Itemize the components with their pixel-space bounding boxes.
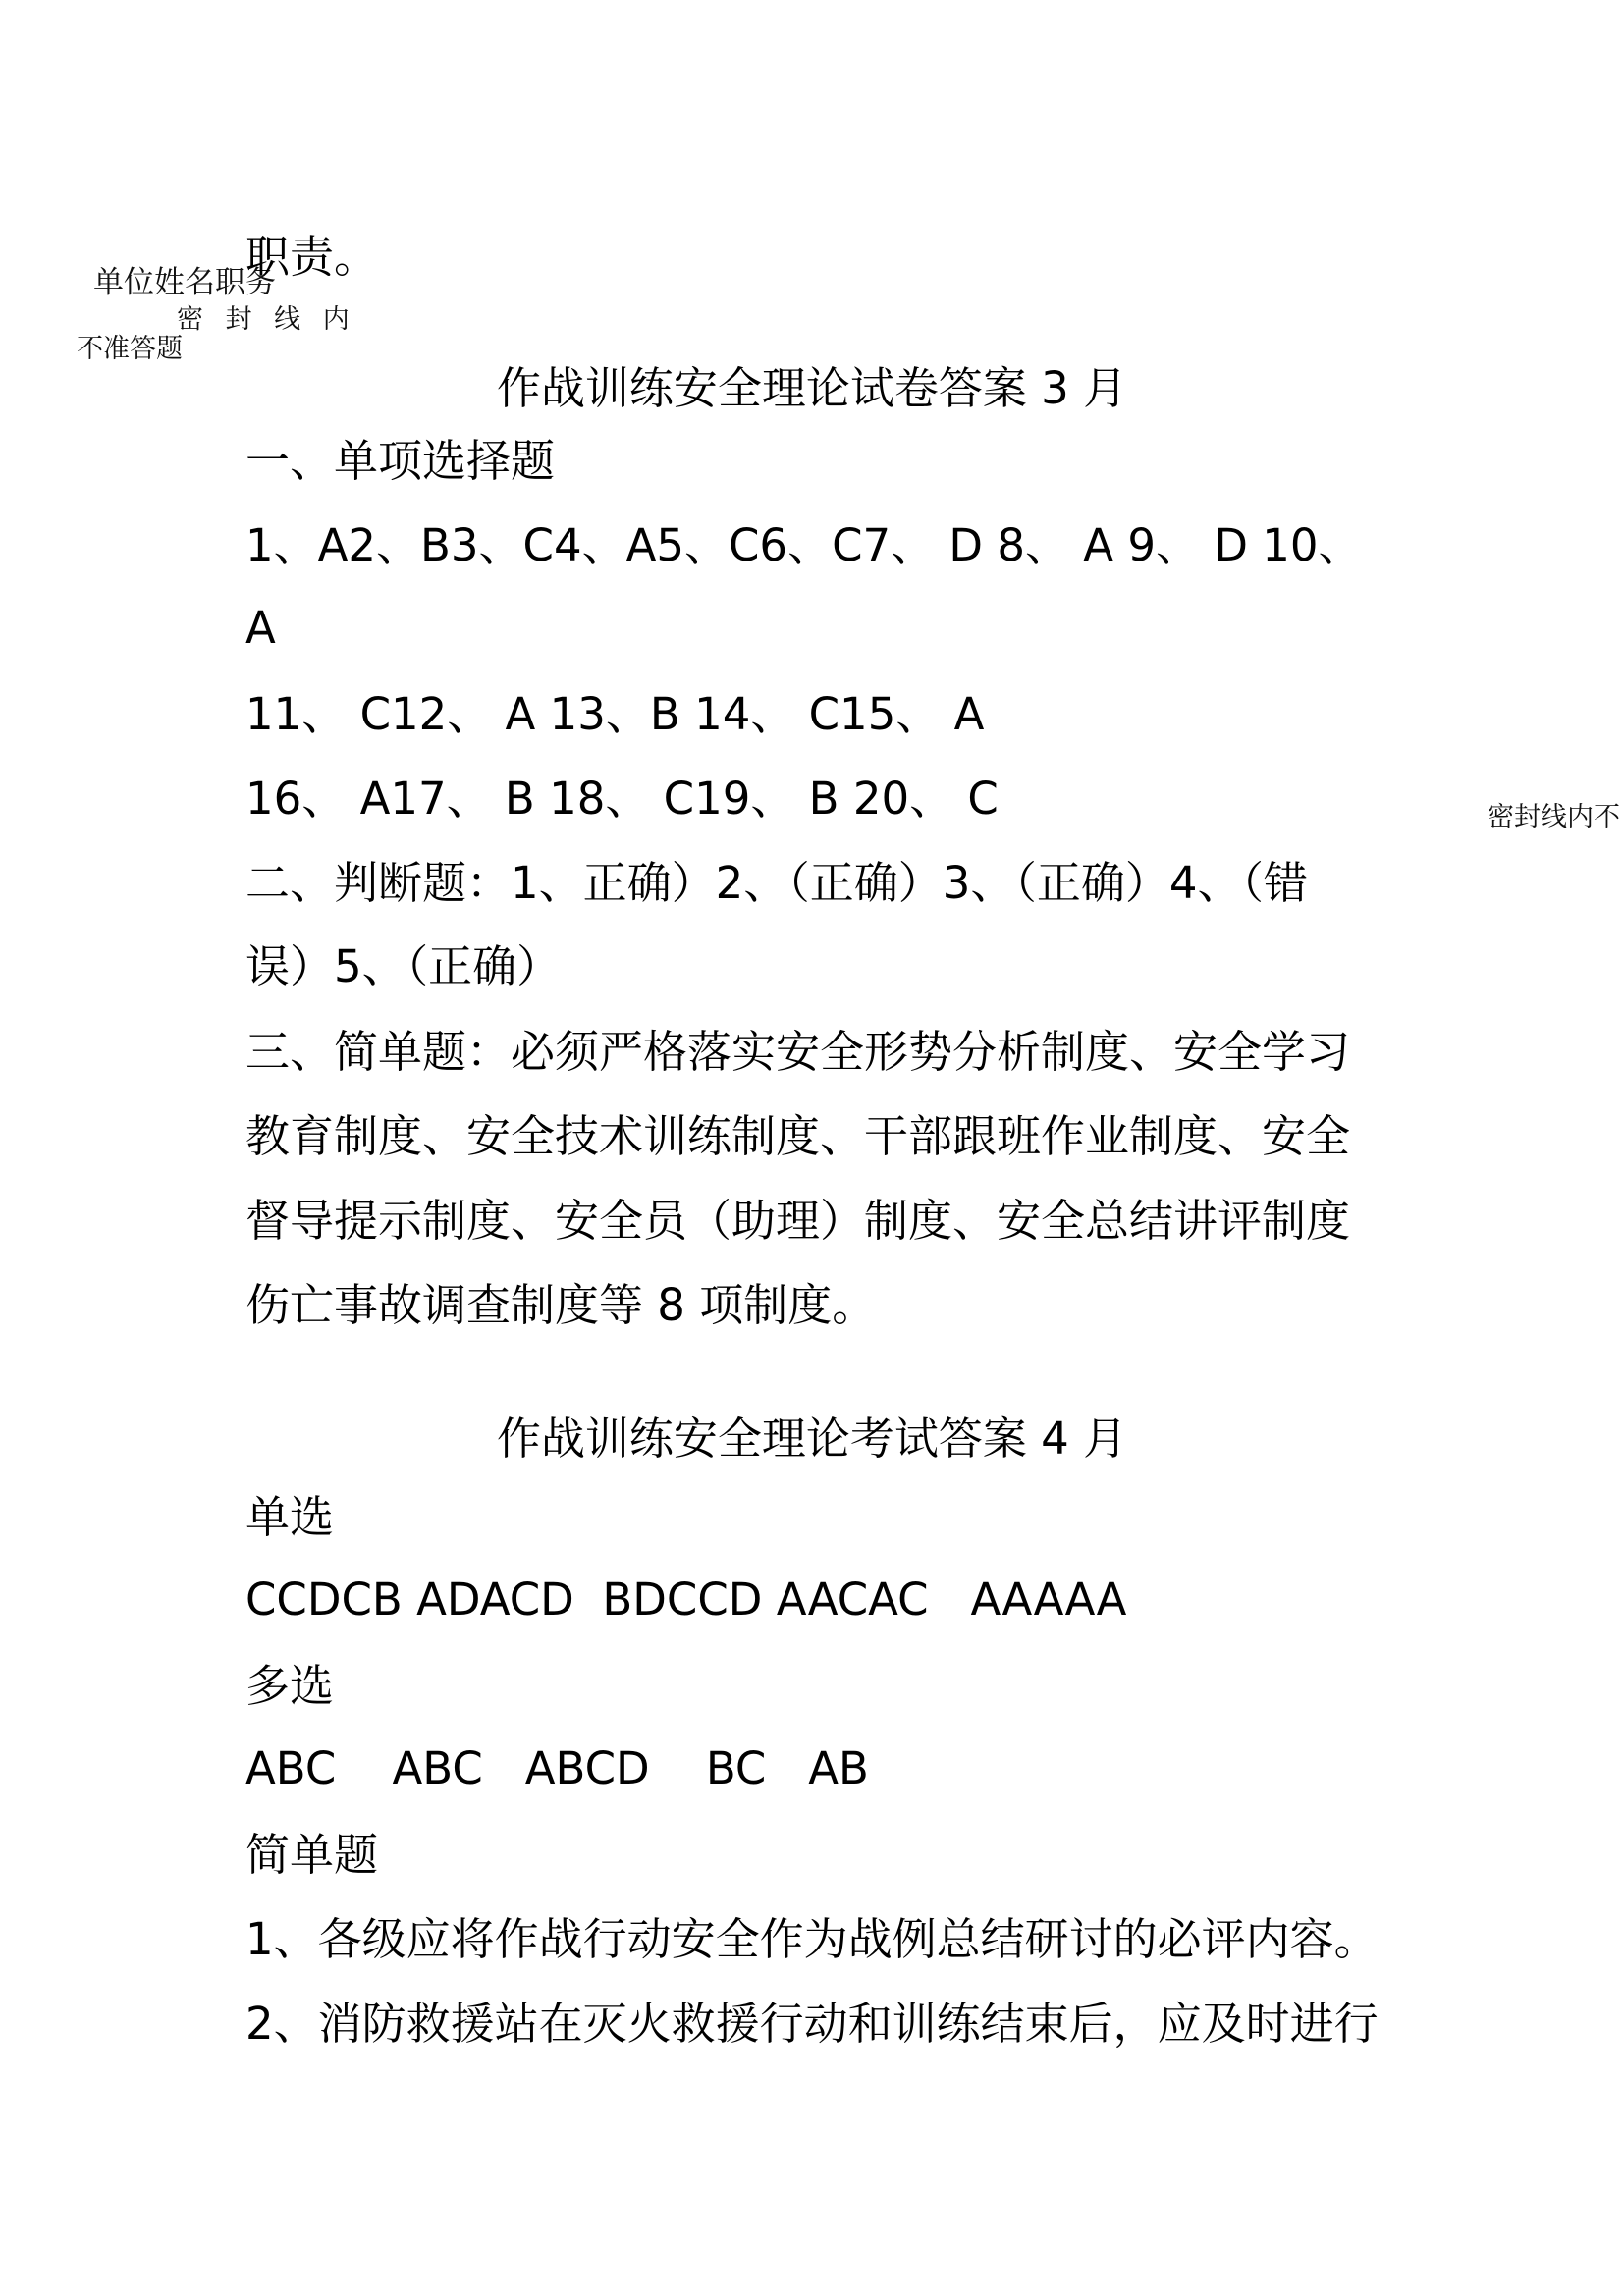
march-single-answers-line: A xyxy=(245,602,276,654)
april-multi-choice-answers: ABC ABC ABCD BC AB xyxy=(245,1742,869,1794)
march-single-choice-heading: 一、单项选择题 xyxy=(245,435,556,487)
march-short-answer-line: 教育制度、安全技术训练制度、干部跟班作业制度、安全 xyxy=(245,1110,1351,1162)
seal-no-answer-label: 不准答题 xyxy=(77,334,183,364)
march-single-answers-line: 16、 A17、 B 18、 C19、 B 20、 C xyxy=(245,773,999,825)
april-single-choice-label: 单选 xyxy=(245,1491,335,1543)
seal-unit-name-duty: 单位姓名职务 xyxy=(93,265,276,300)
april-short-answer-label: 简单题 xyxy=(245,1829,379,1881)
april-title: 作战训练安全理论考试答案 4 月 xyxy=(496,1413,1128,1465)
seal-line-label: 密 封 线 内 xyxy=(177,304,356,335)
march-short-answer-line: 三、简单题：必须严格落实安全形势分析制度、安全学习 xyxy=(245,1026,1351,1078)
seal-right-label: 密封线内不 xyxy=(1488,802,1620,832)
march-judge-answers-line: 误）5、（正确） xyxy=(245,940,562,992)
march-short-answer-line: 督导提示制度、安全员（助理）制度、安全总结讲评制度 xyxy=(245,1195,1351,1247)
march-judge-answers-line: 二、判断题：1、正确）2、（正确）3、（正确）4、（错 xyxy=(245,857,1309,909)
march-single-answers-line: 11、 C12、 A 13、B 14、 C15、 A xyxy=(245,688,985,740)
april-single-choice-answers: CCDCB ADACD BDCCD AACAC AAAAA xyxy=(245,1574,1127,1626)
march-short-answer-line: 伤亡事故调查制度等 8 项制度。 xyxy=(245,1279,877,1331)
april-short-answer-line: 1、各级应将作战行动安全作为战例总结研讨的必评内容。 xyxy=(245,1913,1379,1965)
march-title: 作战训练安全理论试卷答案 3 月 xyxy=(496,362,1128,414)
april-short-answer-line: 2、消防救援站在灭火救援行动和训练结束后，应及时进行 xyxy=(245,1998,1379,2050)
march-single-answers-line: 1、A2、B3、C4、A5、C6、C7、 D 8、 A 9、 D 10、 xyxy=(245,519,1363,571)
april-multi-choice-label: 多选 xyxy=(245,1660,335,1712)
continuation-text: 职责。 xyxy=(245,231,379,283)
